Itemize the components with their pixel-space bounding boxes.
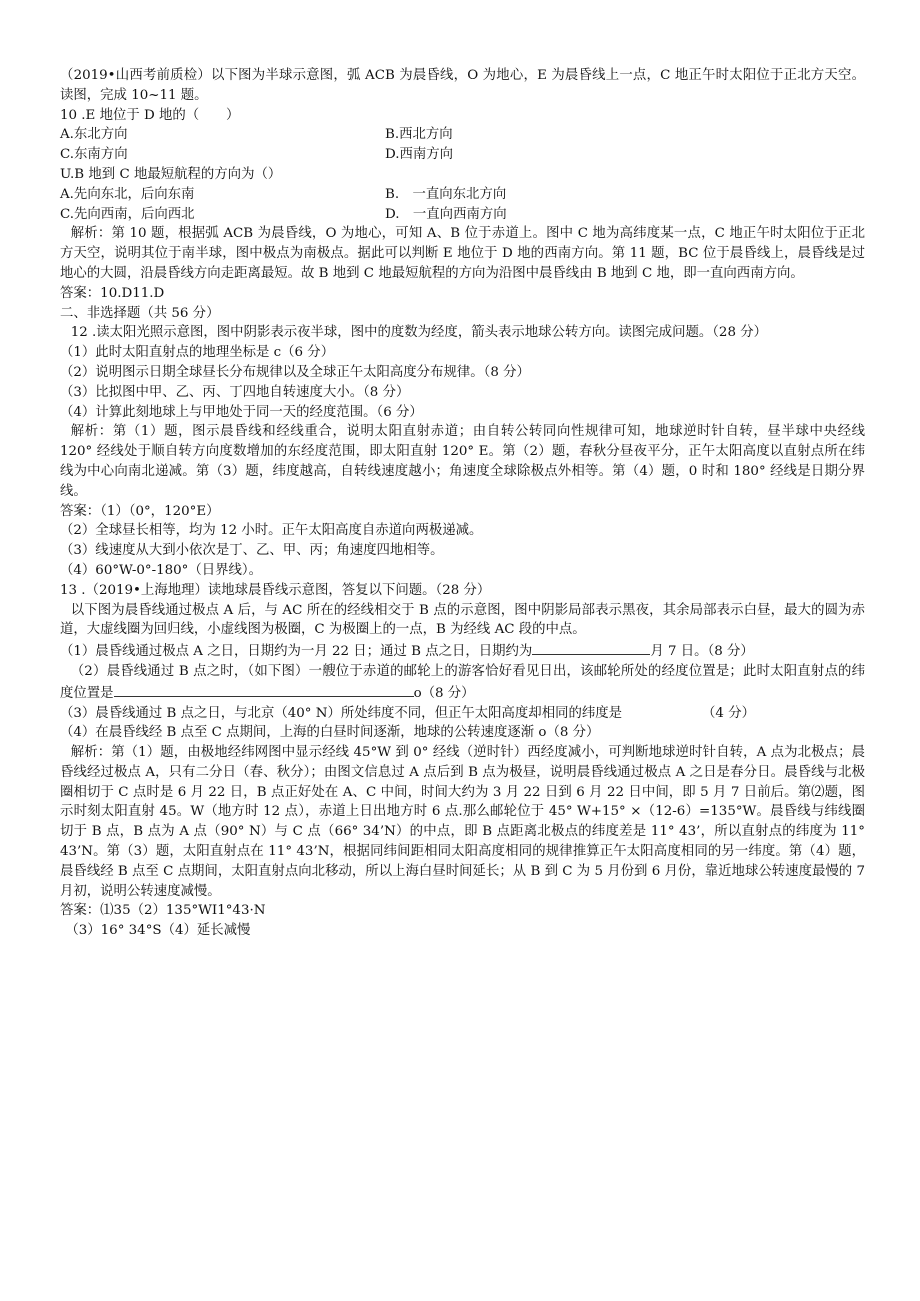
q11-option-c: C.先向西南，后向西北 <box>60 206 195 222</box>
q11-stem: U.B 地到 C 地最短航程的方向为（） <box>60 166 282 182</box>
q13-description: 以下图为晨昏线通过极点 A 后，与 AC 所在的经线相交于 B 点的示意图，图中阴影局部表示黑夜，其余局部表示白昼，最大的圆为赤道，大虚线圈为回归线，小虚线图为极圈，C 为极圈上的一点，B 为经线 AC 段的中点。 <box>60 602 865 638</box>
q11-options-row-2 <box>60 205 865 225</box>
q12-stem: 12 .读太阳光照示意图，图中阴影表示夜半球，图中的度数为经度，箭头表示地球公转方向。读图完成问题。（28 分） <box>70 325 768 341</box>
q13-part-4: （4）在晨昏线经 B 点至 C 点期间，上海的白昼时间逐渐，地球的公转速度逐渐 o（8 分） <box>60 725 600 741</box>
q13-part-2-text-b: o（8 分） <box>413 685 475 701</box>
intro-text: （2019•山西考前质检）以下图为半球示意图，弧 ACB 为晨昏线，O 为地心，E 为晨昏线上一点，C 地正午时太阳位于正北方天空。读图，完成 10~11 题。 <box>60 68 865 103</box>
q13-answer-2: （3）16° 34°S（4）延长减慢 <box>65 923 251 939</box>
q13-part-1 <box>60 640 865 662</box>
q11-options-row-1 <box>60 185 865 205</box>
q13-part-2-text-a: （2）晨昏线通过 B 点之时，（如下图）一艘位于赤道的邮轮上的游客恰好看见日出，该邮轮所处的经度位置是；此时太阳直射点的纬度位置是 <box>60 663 865 701</box>
q13-part-1-text-b: 月 7 日。（8 分） <box>650 644 754 660</box>
q13-answer-1: 答案：⑴35（2）135°WI1°43·N <box>60 903 266 919</box>
q10-option-c: C.东南方向 <box>60 147 128 163</box>
q13-stem: 13 .（2019•上海地理）读地球晨昏线示意图，答复以下问题。（28 分） <box>60 582 491 598</box>
q10-option-d: D.西南方向 <box>385 147 454 163</box>
q11-option-d: D. 一直向西南方向 <box>385 206 507 222</box>
q13-part-2 <box>60 662 865 704</box>
q13-part-1-blank <box>532 640 650 655</box>
q13-part-3-text-a: （3）晨昏线通过 B 点之日，与北京（40° N）所处纬度不同，但正午太阳高度却相同的纬度是 <box>60 705 623 721</box>
q13-part-3 <box>60 704 865 724</box>
q13-part-2-blank <box>114 682 414 697</box>
answer-q10-11: 答案：10.D11.D <box>60 285 165 301</box>
q12-answer-1: 答案：（1）（0°，120°E） <box>60 503 220 519</box>
analysis-q10-11: 解析：第 10 题，根据弧 ACB 为晨昏线，O 为地心，可知 A、B 位于赤道上。图中 C 地为高纬度某一点，C 地正午时太阳位于正北方天空，说明其位于南半球，图中极点为南极点。据此可以判断 E 地位于 D 地的西南方向。第 11 题，BC 位于晨昏线上，晨昏线是过地心的大圆，沿晨昏线方向走距离最短。故 B 地到 C 地最短航程的方向为沿图中晨昏线由 B 地到 C 地，即一直向西南方向。 <box>60 226 865 281</box>
q12-answer-2: （2）全球昼长相等，均为 12 小时。正午太阳高度自赤道向两极递减。 <box>60 523 483 539</box>
q12-analysis: 解析：第（1）题，图示晨昏线和经线重合，说明太阳直射赤道；由自转公转同向性规律可知，地球逆时针自转，昼半球中央经线 120° 经线处于顺自转方向度数增加的东经度范围，即太阳直射 120° E。第（2）题，春秋分昼夜平分，正午太阳高度以直射点所在纬线为中心向南北递减。第（3）题，纬度越高，自转线速度越小；角速度全球除极点外相等。第（4）题，0 时和 180° 经线是日期分界线。 <box>60 424 865 499</box>
q13-part-3-text-b: （4 分） <box>702 705 755 721</box>
q12-part-2: （2）说明图示日期全球昼长分布规律以及全球正午太阳高度分布规律。（8 分） <box>60 364 530 380</box>
q12-answer-4: （4）60°W-0°-180°（日界线）。 <box>60 562 262 578</box>
q10-options-row-2 <box>60 145 865 165</box>
q13-analysis: 解析：第（1）题，由极地经纬网图中显示经线 45°W 到 0° 经线（逆时针）西经度减小，可判断地球逆时针自转，A 点为北极点；晨昏线经过极点 A，只有二分日（春、秋分）；由图文信息过 A 点后到 B 点为极昼，说明晨昏线通过极点 A 之日是春分日。晨昏线与北极圈相切于 C 点时是 6 月 22 日，B 点正好处在 A、C 中间，时间大约为 3 月 22 日到 6 月 22 日中间，即 5 月 7 日前后。第⑵题，图示时刻太阳直射 45。W（地方时 12 点），赤道上日出地方时 6 点.那么邮轮位于 45° W+15° ×（12-6）=135°W。晨昏线与纬线圈切于 B 点，B 点为 A 点（90° N）与 C 点（66° 34’N）的中点，即 B 点距离北极点的纬度差是 11° 43’，所以直射点的纬度为 11° 43’N。第（3）题，太阳直射点在 11° 43’N，根据同纬间距相同太阳高度相同的规律推算正午太阳高度相同的另一纬度。第（4）题，晨昏线经 B 点至 C 点期间，太阳直射点向北移动，所以上海白昼时间延长；从 B 到 C 为 5 月份到 6 月份，靠近地球公转速度最慢的 7 月初，说明公转速度减慢。 <box>60 745 865 899</box>
q10-option-a: A.东北方向 <box>60 127 128 143</box>
q12-answer-3: （3）线速度从大到小依次是丁、乙、甲、丙；角速度四地相等。 <box>60 543 444 559</box>
section-heading-nonchoice: 二、非选择题（共 56 分） <box>60 305 220 321</box>
q12-part-3: （3）比拟图中甲、乙、丙、丁四地自转速度大小。（8 分） <box>60 384 410 400</box>
q12-part-4: （4）计算此刻地球上与甲地处于同一天的经度范围。（6 分） <box>60 404 423 420</box>
q10-option-b: B.西北方向 <box>385 127 453 143</box>
q11-option-b: B. 一直向东北方向 <box>385 186 507 202</box>
q13-part-1-text-a: （1）晨昏线通过极点 A 之日，日期约为一月 22 日；通过 B 点之日，日期约为 <box>60 644 533 660</box>
q10-stem: 10 .E 地位于 D 地的（ ） <box>60 107 240 123</box>
q12-part-1: （1）此时太阳直射点的地理坐标是 c（6 分） <box>60 345 335 361</box>
q10-options-row-1 <box>60 125 865 145</box>
q11-option-a: A.先向东北，后向东南 <box>60 186 195 202</box>
document-body <box>60 66 865 941</box>
